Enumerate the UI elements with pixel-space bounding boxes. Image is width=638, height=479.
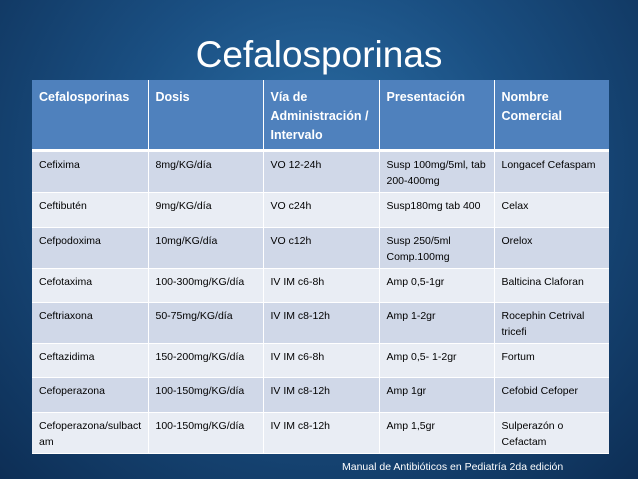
cephalosporin-table	[32, 80, 609, 454]
table-row	[32, 193, 609, 227]
slide-title: Cefalosporinas	[195, 34, 443, 75]
table-cell: Ceftibutén	[32, 193, 148, 227]
table-cell: VO c12h	[263, 227, 379, 268]
table-cell: Fortum	[494, 344, 609, 378]
table-cell: Susp 100mg/5ml, tab 200-400mg	[379, 151, 494, 193]
table-header-row	[32, 80, 609, 151]
table-cell: Longacef Cefaspam	[494, 151, 609, 193]
header-dosis: Dosis	[148, 80, 263, 151]
table-cell: Cefotaxima	[32, 268, 148, 302]
table-row	[32, 303, 609, 344]
table-cell: Susp180mg tab 400	[379, 193, 494, 227]
header-cefalosporinas: Cefalosporinas	[32, 80, 148, 151]
table-row	[32, 412, 609, 453]
table-cell: Rocephin Cetrival tricefi	[494, 303, 609, 344]
table-cell: 8mg/KG/día	[148, 151, 263, 193]
table-cell: Cefpodoxima	[32, 227, 148, 268]
table-cell: Orelox	[494, 227, 609, 268]
table-cell: Celax	[494, 193, 609, 227]
table-row	[32, 344, 609, 378]
header-nombre-comercial: Nombre Comercial	[494, 80, 609, 151]
table-cell: Ceftazidima	[32, 344, 148, 378]
table-row	[32, 378, 609, 412]
table-row	[32, 268, 609, 302]
table-row	[32, 227, 609, 268]
table-cell: Cefoperazona	[32, 378, 148, 412]
table-cell: VO 12-24h	[263, 151, 379, 193]
table-cell: 100-300mg/KG/día	[148, 268, 263, 302]
table-cell: IV IM c8-12h	[263, 378, 379, 412]
table-cell: Amp 1gr	[379, 378, 494, 412]
table-cell: Amp 0,5-1gr	[379, 268, 494, 302]
table-cell: Susp 250/5ml Comp.100mg	[379, 227, 494, 268]
table-cell: Amp 0,5- 1-2gr	[379, 344, 494, 378]
table-cell: Sulperazón o Cefactam	[494, 412, 609, 453]
table-cell: IV IM c6-8h	[263, 344, 379, 378]
table-cell: Amp 1-2gr	[379, 303, 494, 344]
data-table	[32, 80, 609, 454]
header-presentacion: Presentación	[379, 80, 494, 151]
table-cell: Balticina Claforan	[494, 268, 609, 302]
table-cell: 9mg/KG/día	[148, 193, 263, 227]
table-cell: Ceftriaxona	[32, 303, 148, 344]
table-cell: Cefoperazona/sulbactam	[32, 412, 148, 453]
table-cell: IV IM c8-12h	[263, 303, 379, 344]
table-cell: 10mg/KG/día	[148, 227, 263, 268]
table-cell: Cefixima	[32, 151, 148, 193]
source-footnote: Manual de Antibióticos en Pediatría 2da edición	[342, 461, 564, 473]
header-via: Vía de Administración / Intervalo	[263, 80, 379, 151]
table-row	[32, 151, 609, 193]
table-cell: IV IM c8-12h	[263, 412, 379, 453]
table-cell: Cefobid Cefoper	[494, 378, 609, 412]
table-cell: Amp 1,5gr	[379, 412, 494, 453]
table-cell: 100-150mg/KG/día	[148, 378, 263, 412]
table-cell: VO c24h	[263, 193, 379, 227]
table-cell: 100-150mg/KG/día	[148, 412, 263, 453]
table-cell: 50-75mg/KG/día	[148, 303, 263, 344]
table-cell: 150-200mg/KG/día	[148, 344, 263, 378]
table-cell: IV IM c6-8h	[263, 268, 379, 302]
